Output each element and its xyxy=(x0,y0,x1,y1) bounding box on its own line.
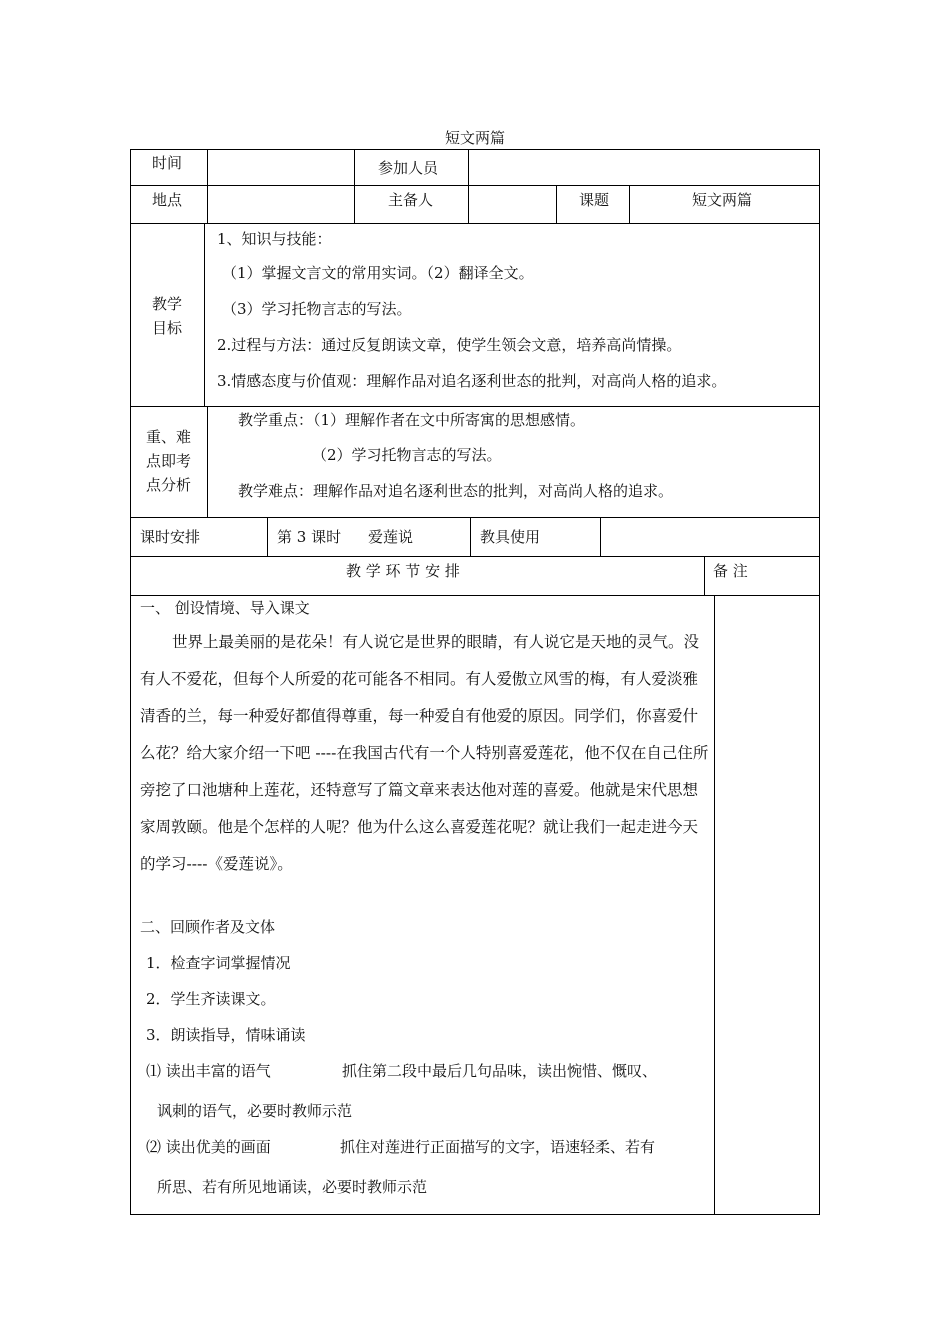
col-divider xyxy=(470,517,471,556)
col-divider xyxy=(207,406,208,517)
notes-header: 备 注 xyxy=(713,562,748,580)
row-divider xyxy=(130,406,820,407)
key-point-line: 教学重点：（1）理解作者在文中所寄寓的思想感情。 xyxy=(238,411,586,429)
key-points-label: 重、难 点即考 点分析 xyxy=(145,428,191,494)
reading-item-cont: 讽刺的语气，必要时教师示范 xyxy=(157,1102,353,1120)
reading-item-detail: 抓住对莲进行正面描写的文字，语速轻柔、若有 xyxy=(340,1138,656,1156)
objective-line: （3）学习托物言志的写法。 xyxy=(222,300,412,318)
col-divider xyxy=(468,149,469,223)
process-header: 教 学 环 节 安 排 xyxy=(346,562,460,580)
reading-item-cont: 所思、若有所见地诵读，必要时教师示范 xyxy=(157,1178,428,1196)
lesson-number: 第 3 课时 xyxy=(277,528,342,546)
schedule-label: 课时安排 xyxy=(140,528,201,546)
tools-label: 教具使用 xyxy=(480,528,541,546)
col-divider xyxy=(354,149,355,223)
time-label: 时间 xyxy=(152,154,183,172)
row-divider xyxy=(130,185,820,186)
participants-label: 参加人员 xyxy=(378,159,439,177)
row-divider xyxy=(130,556,820,557)
topic-label: 课题 xyxy=(579,191,610,209)
reading-item-detail: 抓住第二段中最后几句品味，读出惋惜、慨叹、 xyxy=(342,1062,658,1080)
section-title: 二、回顾作者及文体 xyxy=(140,918,276,936)
topic-value: 短文两篇 xyxy=(692,191,753,209)
row-divider xyxy=(130,517,820,518)
col-divider xyxy=(714,595,715,1215)
objective-line: （1）掌握文言文的常用实词。（2）翻译全文。 xyxy=(222,264,534,282)
col-divider xyxy=(600,517,601,556)
col-divider xyxy=(267,517,268,556)
col-divider xyxy=(704,556,705,595)
key-point-line: （2）学习托物言志的写法。 xyxy=(312,446,502,464)
step-item: 1．检查字词掌握情况 xyxy=(146,954,291,972)
document-title: 短文两篇 xyxy=(444,129,505,147)
objective-line: 2.过程与方法：通过反复朗读文章，使学生领会文意，培养高尚情操。 xyxy=(217,336,682,354)
objective-line: 3.情感态度与价值观：理解作品对追名逐利世态的批判，对高尚人格的追求。 xyxy=(217,372,727,390)
row-divider xyxy=(130,223,820,224)
step-item: 3．朗读指导，情味诵读 xyxy=(146,1026,306,1044)
location-label: 地点 xyxy=(152,191,183,209)
host-label: 主备人 xyxy=(388,191,434,209)
col-divider xyxy=(204,223,205,406)
key-point-line: 教学难点：理解作品对追名逐利世态的批判，对高尚人格的追求。 xyxy=(238,482,674,500)
col-divider xyxy=(207,149,208,223)
intro-paragraph: 世界上最美丽的是花朵！有人说它是世界的眼睛，有人说它是天地的灵气。没有人不爱花，但每个人所爱的花可能各不相同。有人爱傲立风雪的梅，有人爱淡雅清香的兰，每一种爱好都值得尊重，每一种爱自有他爱的原因。同学们，你喜爱什么花？给大家介绍一下吧 ----在我国古代有一个人特别喜爱莲花，他不仅在自己住所旁挖了口池塘种上莲花，还特意写了篇文章来表达他对莲的喜爱。他就是宋代思想家周敦颐。他是个怎样的人呢？他为什么这么喜爱莲花呢？就让我们一起走进今天的学习----《爱莲说》。 xyxy=(140,633,709,873)
step-item: 2．学生齐读课文。 xyxy=(146,990,276,1008)
section-title: 一、 创设情境、导入课文 xyxy=(140,599,310,617)
reading-item-head: ⑴ 读出丰富的语气 xyxy=(146,1062,271,1080)
objectives-label: 教学 目标 xyxy=(151,295,182,337)
reading-item-head: ⑵ 读出优美的画面 xyxy=(146,1138,271,1156)
lesson-title: 爱莲说 xyxy=(368,528,414,546)
col-divider xyxy=(556,185,557,223)
objective-line: 1、知识与技能： xyxy=(217,230,332,248)
row-divider xyxy=(130,595,820,596)
col-divider xyxy=(629,185,630,223)
